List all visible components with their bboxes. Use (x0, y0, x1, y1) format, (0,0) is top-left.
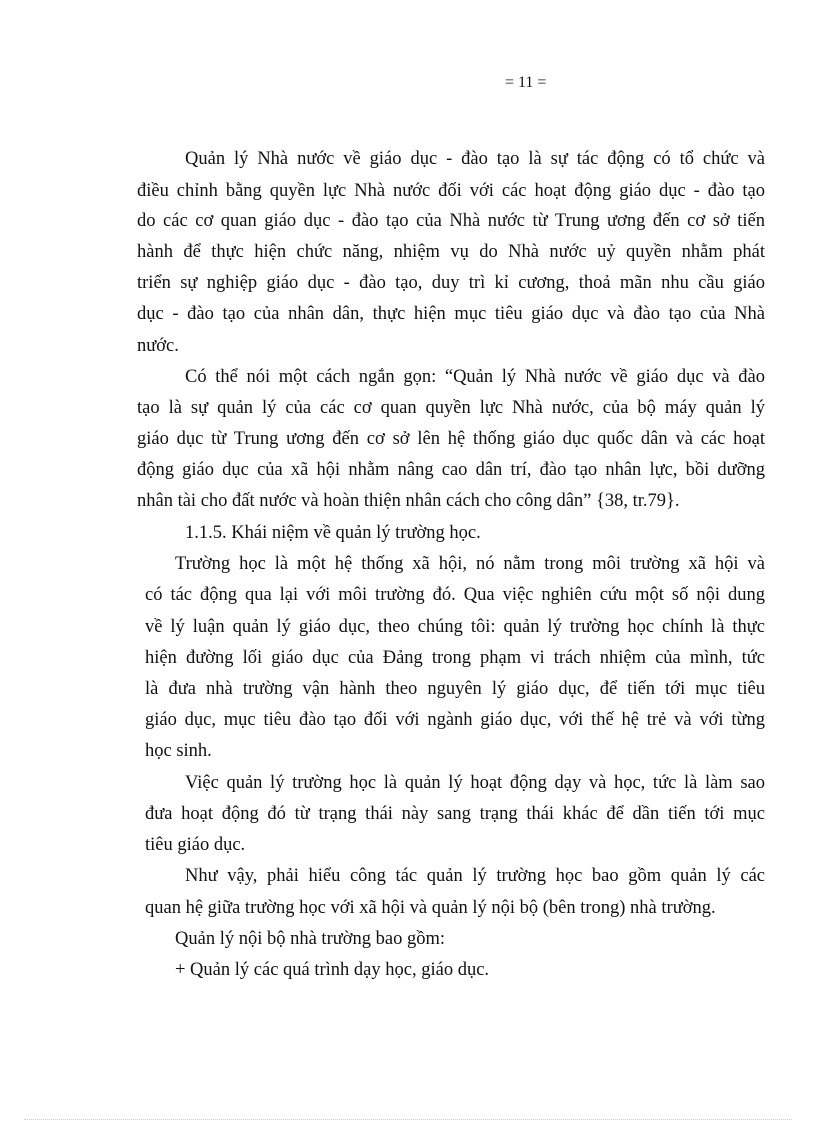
text-line: Quản lý Nhà nước về giáo dục - đào tạo là sự tác động có tổ chức và (185, 149, 765, 169)
text-line: có tác động qua lại với môi trường đó. Qua việc nghiên cứu một số nội dung (145, 585, 765, 605)
text-line: động giáo dục của xã hội nhằm nâng cao dân trí, đào tạo nhân lực, bồi dưỡng (137, 460, 765, 480)
text-line: đưa hoạt động đó từ trạng thái này sang trạng thái khác để dần tiến tới mục (145, 804, 765, 824)
text-line: giáo dục, mục tiêu đào tạo đối với ngành giáo dục, với thế hệ trẻ và với từng (145, 710, 765, 730)
text-line: nước. (137, 336, 179, 356)
text-line: giáo dục từ Trung ương đến cơ sở lên hệ thống giáo dục quốc dân và các hoạt (137, 429, 765, 449)
text-line: Có thể nói một cách ngắn gọn: “Quản lý Nhà nước về giáo dục và đào (185, 367, 765, 387)
text-line: điều chỉnh bằng quyền lực Nhà nước đối với các hoạt động giáo dục - đào tạo (137, 181, 765, 201)
text-line: quan hệ giữa trường học với xã hội và quản lý nội bộ (bên trong) nhà trường. (145, 898, 716, 918)
text-line: về lý luận quản lý giáo dục, theo chúng tôi: quản lý trường học chính là thực (145, 617, 765, 637)
text-line: tiêu giáo dục. (145, 835, 246, 855)
text-line: tạo là sự quản lý của các cơ quan quyền lực Nhà nước, của bộ máy quản lý (137, 398, 765, 418)
text-line: nhân tài cho đất nước và hoàn thiện nhân cách cho công dân” {38, tr.79}. (137, 491, 680, 511)
text-line: Trường học là một hệ thống xã hội, nó nằm trong môi trường xã hội và (175, 554, 765, 574)
text-line: học sinh. (145, 741, 212, 761)
section-heading: 1.1.5. Khái niệm về quản lý trường học. (185, 523, 481, 543)
text-line: hiện đường lối giáo dục của Đảng trong phạm vi trách nhiệm của mình, tức (145, 648, 765, 668)
text-line: Như vậy, phải hiểu công tác quản lý trường học bao gồm quản lý các (185, 866, 765, 886)
bullet-item: + Quản lý các quá trình dạy học, giáo dục. (175, 960, 490, 980)
text-line: là đưa nhà trường vận hành theo nguyên lý giáo dục, để tiến tới mục tiêu (145, 679, 765, 699)
text-line: do các cơ quan giáo dục - đào tạo của Nhà nước từ Trung ương đến cơ sở tiến (137, 211, 765, 231)
footer-divider (24, 1119, 792, 1120)
text-line: triển sự nghiệp giáo dục - đào tạo, duy trì kỉ cương, thoả mãn nhu cầu giáo (137, 273, 765, 293)
page-number: = 11 = (505, 74, 547, 91)
text-line: Việc quản lý trường học là quản lý hoạt động dạy và học, tức là làm sao (185, 773, 765, 793)
text-line: dục - đào tạo của nhân dân, thực hiện mục tiêu giáo dục và đào tạo của Nhà (137, 304, 765, 324)
text-line: hành để thực hiện chức năng, nhiệm vụ do Nhà nước uỷ quyền nhằm phát (137, 242, 765, 262)
paragraph-internal-management: Quản lý nội bộ nhà trường bao gồm: (175, 929, 446, 949)
